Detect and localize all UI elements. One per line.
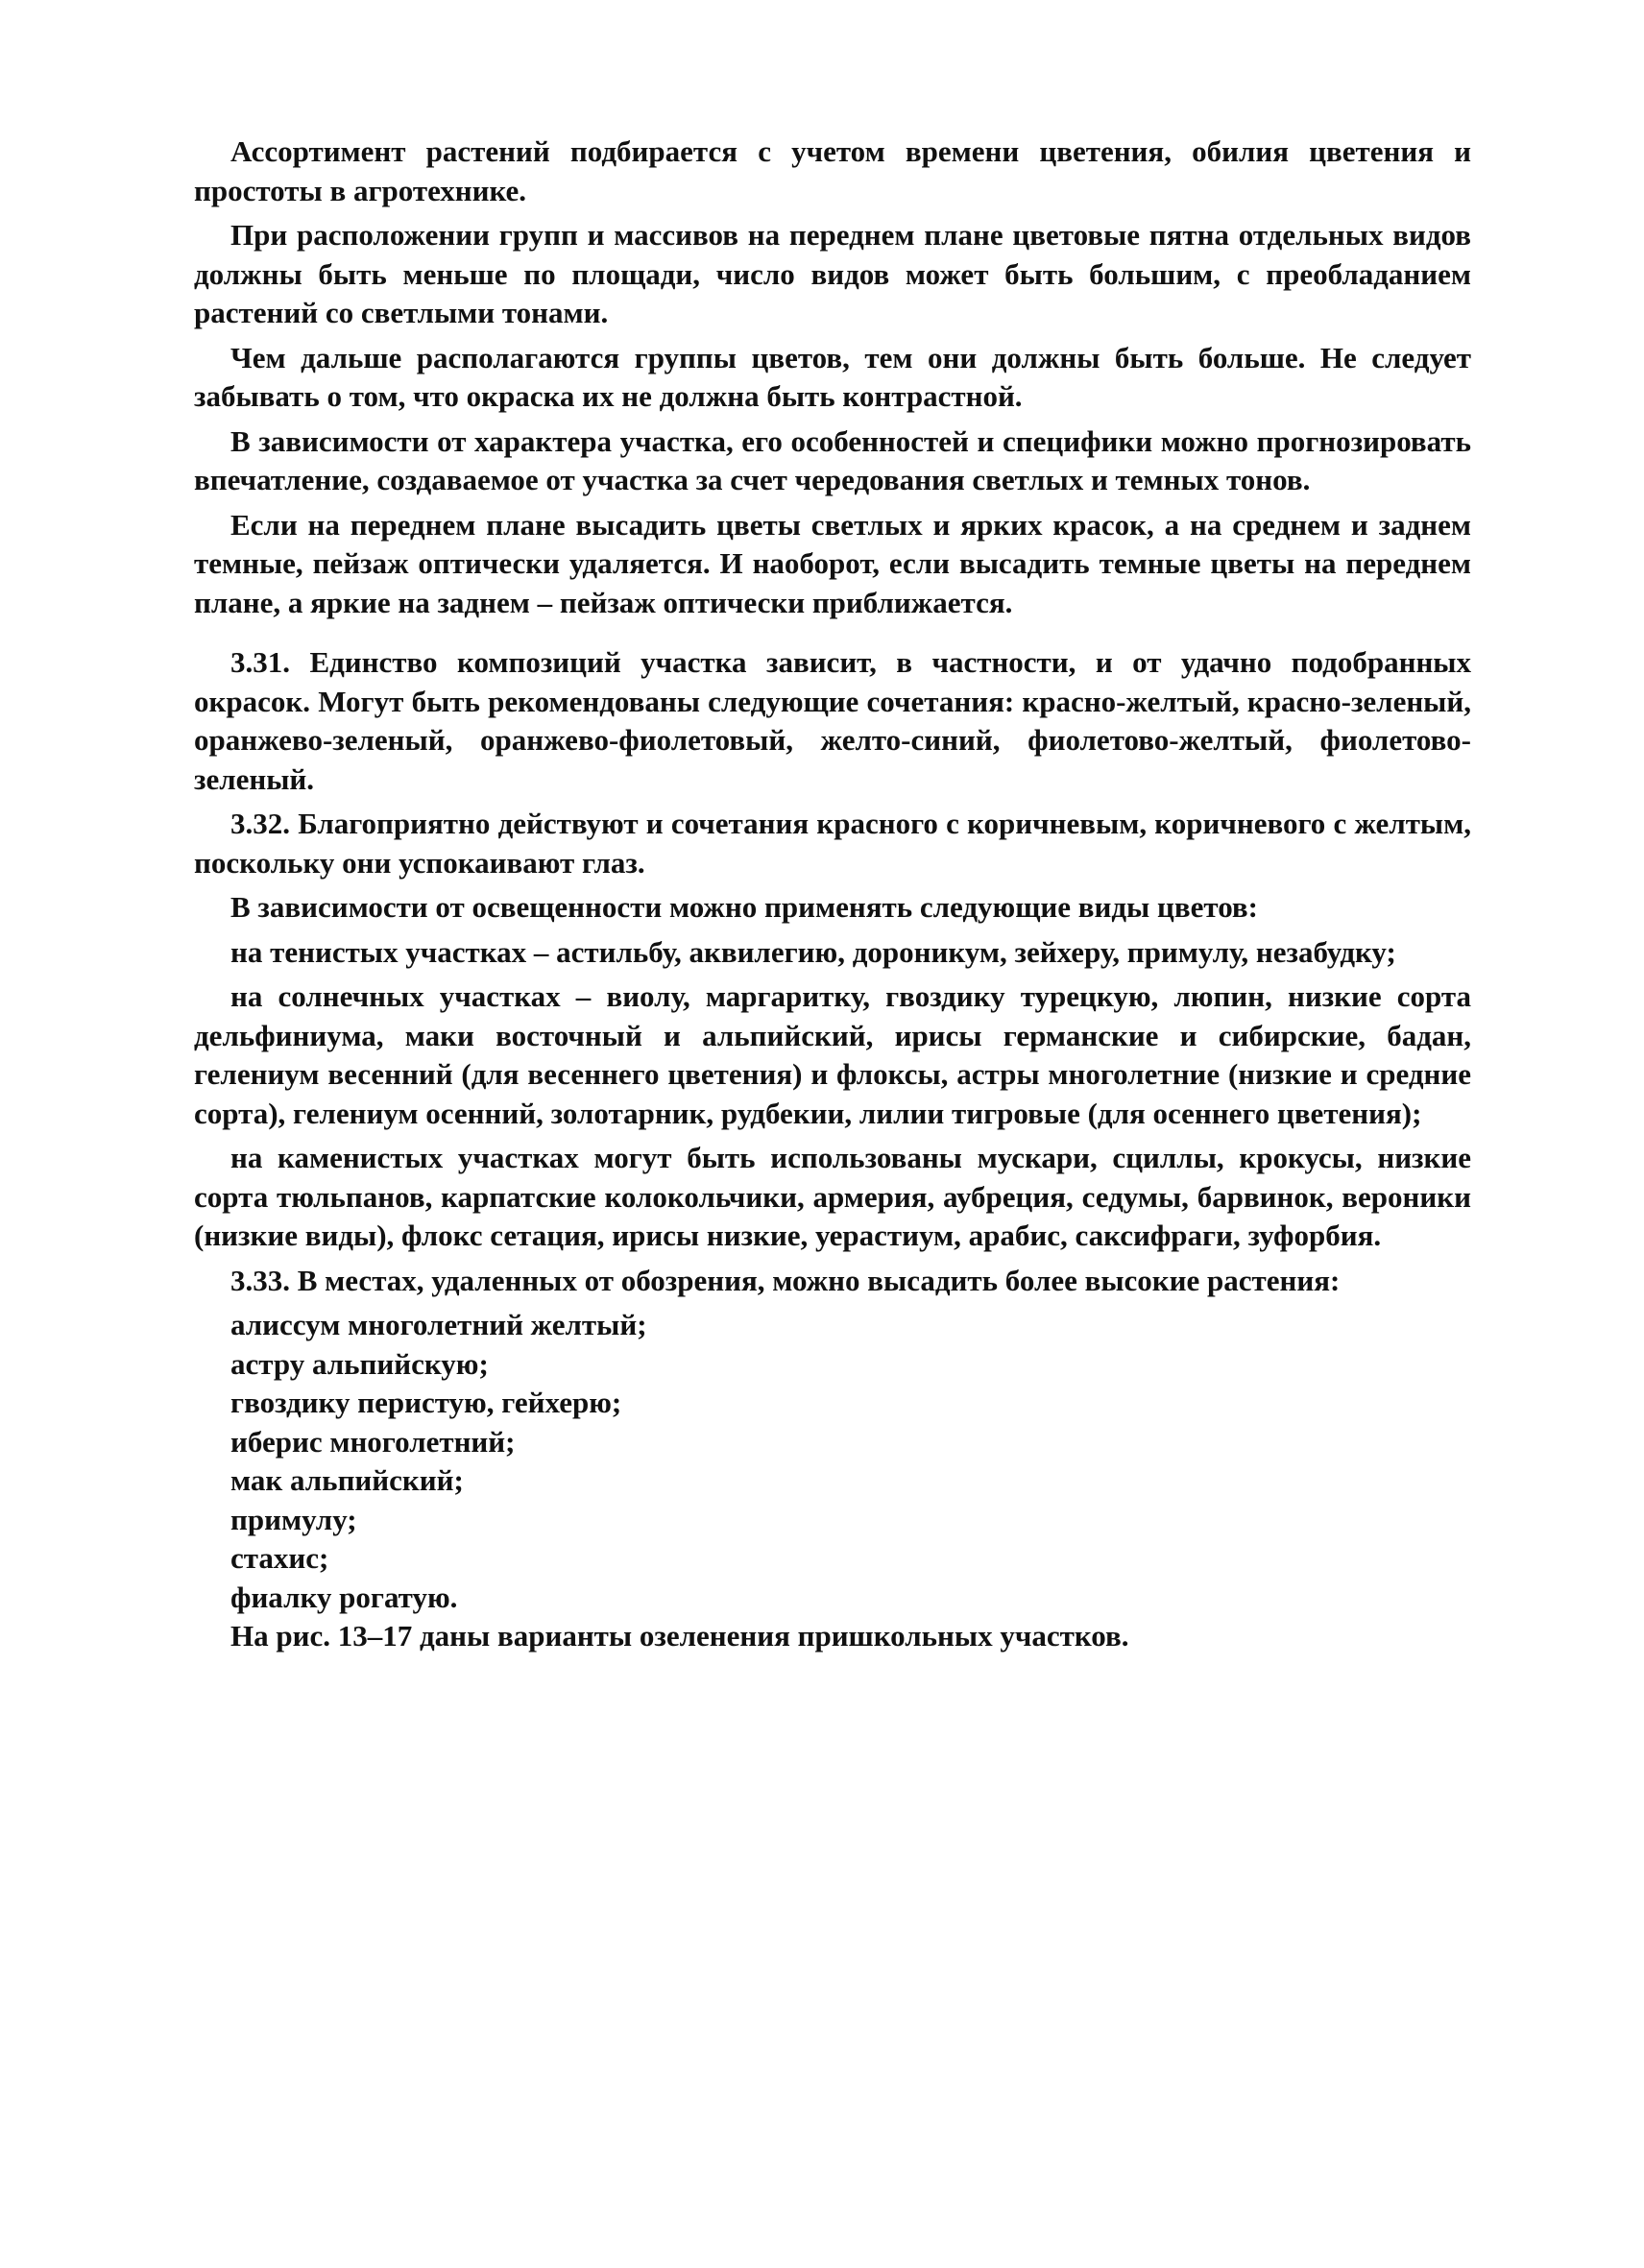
paragraph-sunny-areas: на солнечных участках – виолу, маргаритку, гвоздику турецкую, люпин, низкие сорта дельфиниума, маки восточный и альпийский, ирисы германские и сибирские, бадан, гелениум весенний (для весеннего цветения) и флоксы, астры многолетние (низкие и средние сорта), гелениум осенний, золотарник, рудбекии, лилии тигровые (для осеннего цветения);: [194, 979, 1471, 1130]
section-3-31: [194, 643, 1471, 799]
section-number: 3.33.: [230, 1263, 290, 1297]
list-item: мак альпийский;: [230, 1463, 464, 1497]
closing-figure-reference: На рис. 13–17 даны варианты озеленения пришкольных участков.: [230, 1619, 1129, 1653]
section-text: В местах, удаленных от обозрения, можно высадить более высокие растения:: [297, 1263, 1341, 1297]
list-item: иберис многолетний;: [230, 1424, 516, 1459]
list-item: алиссум многолетний желтый;: [230, 1308, 647, 1341]
list-item: гвоздику перистую, гейхерю;: [230, 1386, 622, 1419]
paragraph-optical-effect: Если на переднем плане высадить цветы светлых и ярких красок, а на среднем и заднем темные, пейзаж оптически удаляется. И наоборот, если высадить темные цветы на переднем плане, а яркие на заднем – пейзаж оптически приближается.: [194, 507, 1471, 619]
paragraph-foreground-groups: При расположении групп и массивов на переднем плане цветовые пятна отдельных видов должны быть меньше по площади, число видов может быть большим, с преобладанием растений со светлыми тонами.: [194, 218, 1471, 329]
list-item: фиалку рогатую.: [230, 1580, 458, 1614]
paragraph-assortment: Ассортимент растений подбирается с учетом времени цветения, обилия цветения и простоты в агротехнике.: [194, 134, 1471, 207]
list-item: примулу;: [230, 1502, 357, 1536]
section-number: 3.31.: [230, 645, 290, 679]
section-3-33: [194, 1262, 1471, 1301]
tall-plants-list: [194, 1306, 1471, 1617]
section-3-32: [194, 805, 1471, 882]
paragraph-rocky-areas: на каменистых участках могут быть использованы мускари, сциллы, крокусы, низкие сорта тюльпанов, карпатские колокольчики, армерия, аубреция, седумы, барвинок, вероники (низкие виды), флокс сетация, ирисы низкие, уерастиум, арабис, саксифраги, зуфорбия.: [194, 1141, 1471, 1252]
section-text: Благоприятно действуют и сочетания красного с коричневым, коричневого с желтым, поскольку они успокаивают глаз.: [194, 807, 1472, 880]
section-number: 3.32.: [230, 807, 290, 840]
paragraph-site-character: В зависимости от характера участка, его особенностей и специфики можно прогнозировать впечатление, создаваемое от участка за счет чередования светлых и темных тонов.: [194, 423, 1471, 496]
list-item: стахис;: [230, 1541, 329, 1575]
body-text: [194, 133, 1471, 1656]
paragraph-lighting-intro: В зависимости от освещенности можно применять следующие виды цветов:: [230, 890, 1258, 924]
list-item: астру альпийскую;: [230, 1346, 489, 1381]
paragraph-shady-areas: на тенистых участках – астильбу, аквилегию, дороникум, зейхеру, примулу, незабудку;: [230, 934, 1396, 969]
paragraph-distant-groups: Чем дальше располагаются группы цветов, тем они должны быть больше. Не следует забывать о том, что окраска их не должна быть контрастной.: [194, 340, 1471, 413]
section-text: Единство композиций участка зависит, в частности, и от удачно подобранных окрасок. Могут быть рекомендованы следующие сочетания: красно-желтый, красно-зеленый, оранжево-зеленый, оранжево-фиолетовый, желто-синий, фиолетово-желтый, фиолетово-зеленый.: [194, 645, 1472, 796]
